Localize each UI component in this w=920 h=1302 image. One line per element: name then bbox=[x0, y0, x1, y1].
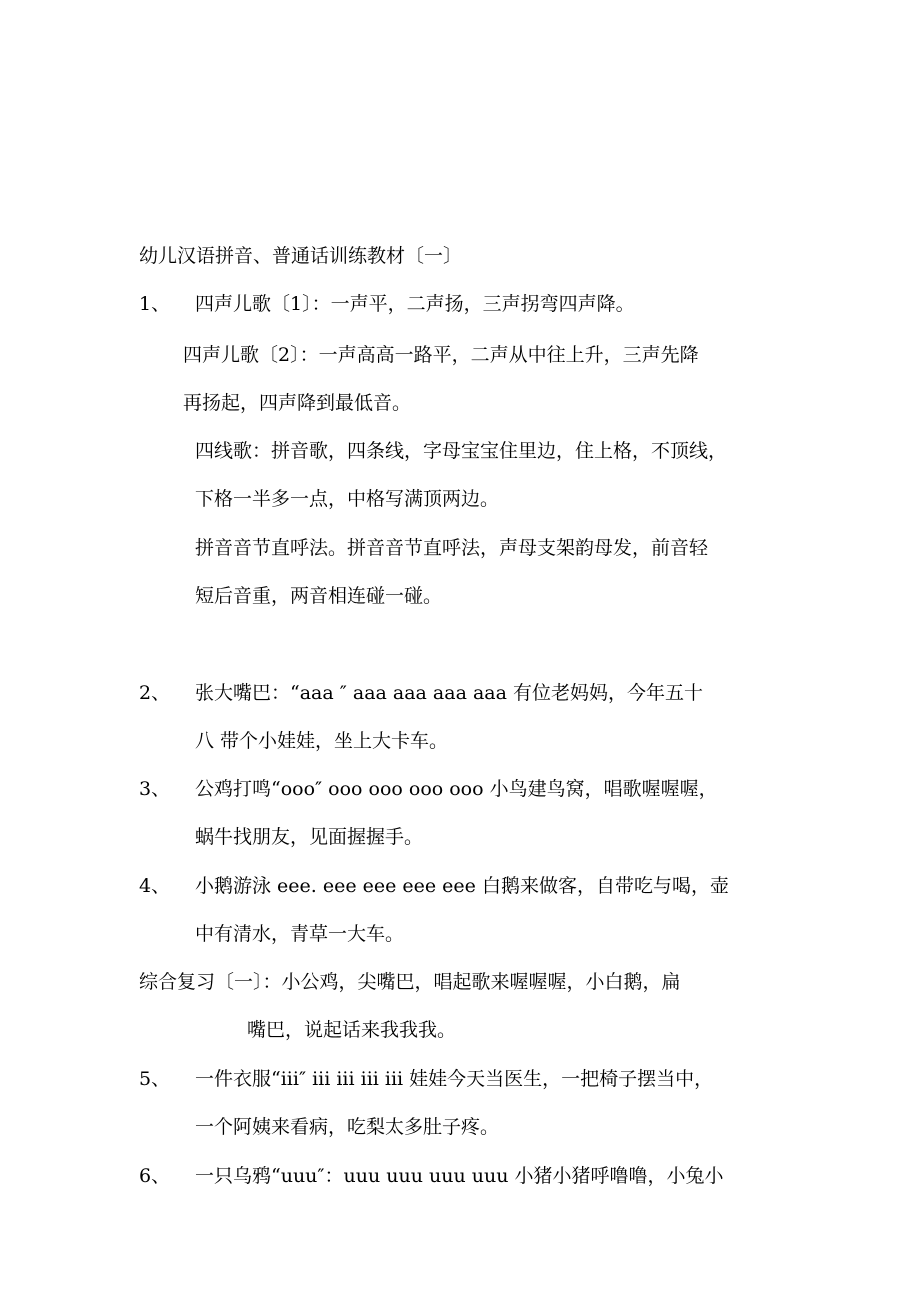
item-number-1: 1、 bbox=[139, 293, 171, 315]
item-4-line-1: 小鹅游泳 eee. eee eee eee eee 白鹅来做客，自带吃与喝，壶 bbox=[195, 875, 729, 897]
item-5-line-2: 一个阿姨来看病，吃梨太多肚子疼。 bbox=[195, 1116, 500, 1138]
paragraph-direct-syllable-line-1: 拼音音节直呼法。拼音音节直呼法，声母支架韵母发，前音轻 bbox=[195, 537, 709, 559]
item-3-line-2: 蜗牛找朋友，见面握握手。 bbox=[195, 826, 424, 848]
review-1-line-2: 嘴巴，说起话来我我我。 bbox=[247, 1019, 457, 1041]
item-number-4: 4、 bbox=[139, 875, 171, 897]
paragraph-four-tones-2-line-1: 四声儿歌〔2〕：一声高高一路平，二声从中往上升，三声先降 bbox=[183, 344, 699, 366]
item-6-line-1: 一只乌鸦“uuu″：uuu uuu uuu uuu 小猪小猪呼噜噜，小兔小 bbox=[195, 1165, 724, 1187]
item-number-6: 6、 bbox=[139, 1165, 171, 1187]
paragraph-direct-syllable-line-2: 短后音重，两音相连碰一碰。 bbox=[195, 585, 443, 607]
paragraph-four-tones-2-line-2: 再扬起，四声降到最低音。 bbox=[183, 392, 412, 414]
item-2-line-1: 张大嘴巴：“aaa ″ aaa aaa aaa aaa 有位老妈妈，今年五十 bbox=[195, 682, 703, 704]
item-number-2: 2、 bbox=[139, 682, 171, 704]
item-number-3: 3、 bbox=[139, 778, 171, 800]
document-title: 幼儿汉语拼音、普通话训练教材〔一〕 bbox=[139, 245, 463, 267]
item-2-line-2: 八 带个小娃娃，坐上大卡车。 bbox=[195, 730, 449, 752]
item-1-line-1: 四声儿歌〔1〕：一声平，二声扬，三声拐弯四声降。 bbox=[195, 293, 635, 315]
item-number-5: 5、 bbox=[139, 1068, 171, 1090]
item-3-line-1: 公鸡打鸣“ooo″ ooo ooo ooo ooo 小鸟建鸟窝，唱歌喔喔喔， bbox=[195, 778, 718, 800]
paragraph-four-line-song-line-2: 下格一半多一点，中格写满顶两边。 bbox=[195, 488, 500, 510]
item-4-line-2: 中有清水，青草一大车。 bbox=[195, 923, 405, 945]
review-1-line-1: 综合复习〔一〕：小公鸡，尖嘴巴，唱起歌来喔喔喔，小白鹅，扁 bbox=[139, 971, 681, 993]
item-5-line-1: 一件衣服“iii″ iii iii iii iii 娃娃今天当医生，一把椅子摆当中， bbox=[195, 1068, 714, 1090]
paragraph-four-line-song-line-1: 四线歌：拼音歌，四条线，字母宝宝住里边，住上格，不顶线， bbox=[195, 440, 728, 462]
